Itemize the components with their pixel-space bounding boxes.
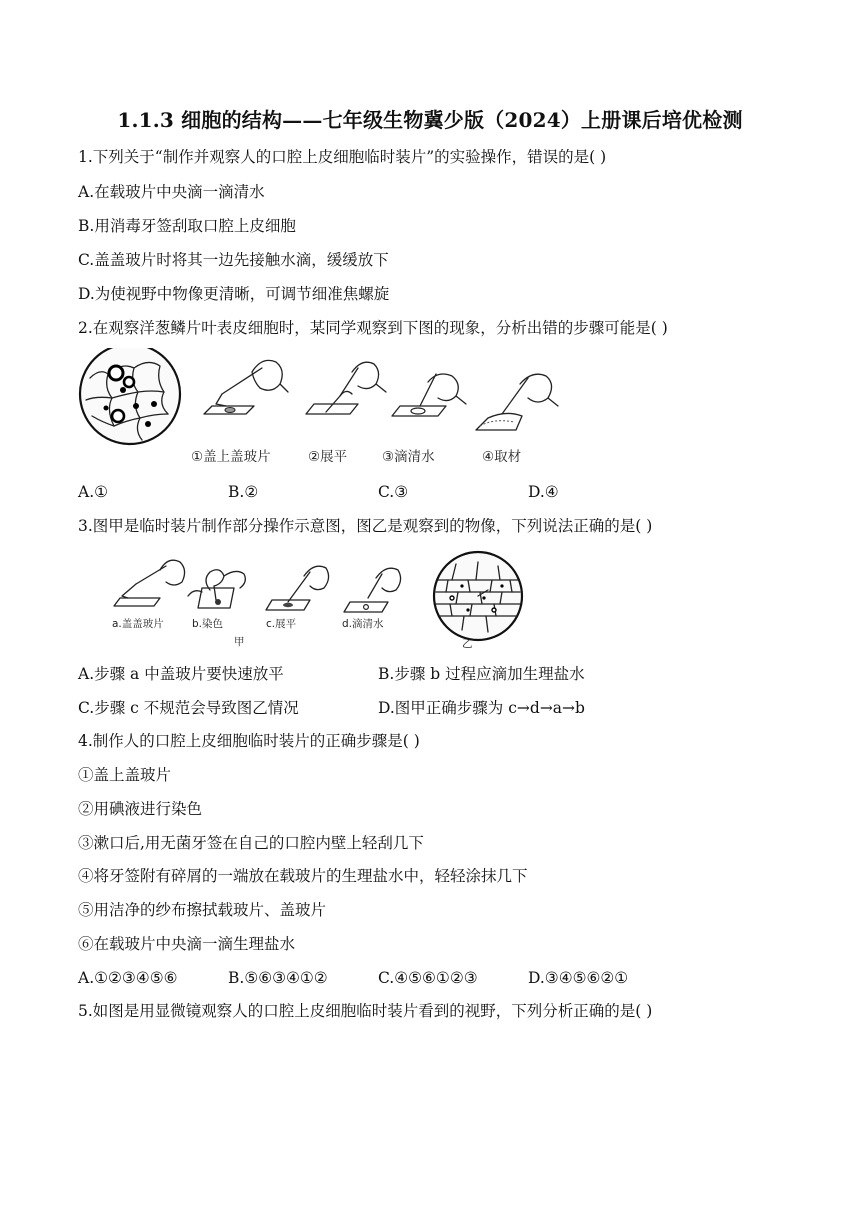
step-cover-slip-illustration [204, 360, 288, 414]
caption-b-stain: b.染色 [192, 618, 224, 630]
question-3-option-c: C.步骤 c 不规范会导致图乙情况 [78, 699, 299, 717]
caption-cover-slip: ①盖上盖玻片 [191, 449, 271, 465]
step-d-illustration [344, 568, 401, 612]
question-4-option-b: B.⑤⑥③④①② [228, 969, 328, 987]
step-a-illustration [114, 560, 185, 606]
question-5-stem: 5.如图是用显微镜观察人的口腔上皮细胞临时装片看到的视野，下列分析正确的是( ) [78, 1002, 653, 1020]
step-drop-water-illustration [392, 374, 466, 416]
question-4-option-a: A.①②③④⑤⑥ [78, 969, 178, 987]
figure-label-jia: 甲 [234, 636, 245, 648]
question-2-stem: 2.在观察洋葱鳞片叶表皮细胞时，某同学观察到下图的现象，分析出错的步骤可能是( ) [78, 319, 668, 337]
question-2-option-d: D.④ [528, 483, 559, 501]
caption-a-cover-slip: a.盖盖玻片 [112, 618, 164, 630]
question-2-figure [76, 348, 566, 473]
step-c-illustration [266, 566, 329, 610]
question-4-step-4: ④将牙签附有碎屑的一端放在载玻片的生理盐水中，轻轻涂抹几下 [78, 867, 528, 885]
question-4-option-d: D.③④⑤⑥②① [528, 969, 629, 987]
caption-d-drop-water: d.滴清水 [342, 618, 384, 630]
microscope-field-of-view [80, 348, 180, 444]
question-3-option-b: B.步骤 b 过程应滴加生理盐水 [378, 665, 585, 683]
question-3-figure [106, 550, 526, 660]
step-flatten-illustration [306, 362, 386, 414]
question-3-option-d: D.图甲正确步骤为 c→d→a→b [378, 699, 585, 717]
question-1-option-a: A.在载玻片中央滴一滴清水 [78, 183, 265, 201]
question-2-option-c: C.③ [378, 483, 409, 501]
question-1-option-b: B.用消毒牙签刮取口腔上皮细胞 [78, 217, 296, 235]
field-of-view-yi [434, 552, 522, 640]
question-4-stem: 4.制作人的口腔上皮细胞临时装片的正确步骤是( ) [78, 732, 420, 750]
question-4-step-5: ⑤用洁净的纱布擦拭载玻片、盖玻片 [78, 901, 327, 919]
question-1-option-d: D.为使视野中物像更清晰，可调节细准焦螺旋 [78, 285, 390, 303]
step-take-material-illustration [476, 374, 558, 430]
question-3-option-a: A.步骤 a 中盖玻片要快速放平 [78, 665, 284, 683]
question-1-option-c: C.盖盖玻片时将其一边先接触水滴，缓缓放下 [78, 251, 389, 269]
step-b-illustration [188, 570, 245, 608]
question-2-option-b: B.② [228, 483, 259, 501]
question-2-option-a: A.① [78, 483, 109, 501]
caption-drop-water: ③滴清水 [382, 449, 435, 465]
page-title: 1.1.3 细胞的结构——七年级生物冀少版（2024）上册课后培优检测 [117, 108, 743, 132]
figure-label-yi: 乙 [462, 638, 473, 650]
question-4-step-2: ②用碘液进行染色 [78, 800, 203, 818]
question-4-step-3: ③漱口后,用无菌牙签在自己的口腔内壁上轻刮几下 [78, 834, 424, 852]
question-3-stem: 3.图甲是临时装片制作部分操作示意图，图乙是观察到的物像，下列说法正确的是( ) [78, 517, 653, 535]
question-4-step-6: ⑥在载玻片中央滴一滴生理盐水 [78, 935, 296, 953]
question-4-option-c: C.④⑤⑥①②③ [378, 969, 478, 987]
question-4-step-1: ①盖上盖玻片 [78, 766, 172, 784]
caption-take-material: ④取材 [482, 449, 522, 465]
caption-flatten: ②展平 [308, 449, 348, 465]
caption-c-flatten: c.展平 [266, 618, 297, 630]
question-1-stem: 1.下列关于“制作并观察人的口腔上皮细胞临时装片”的实验操作，错误的是( ) [78, 148, 607, 166]
